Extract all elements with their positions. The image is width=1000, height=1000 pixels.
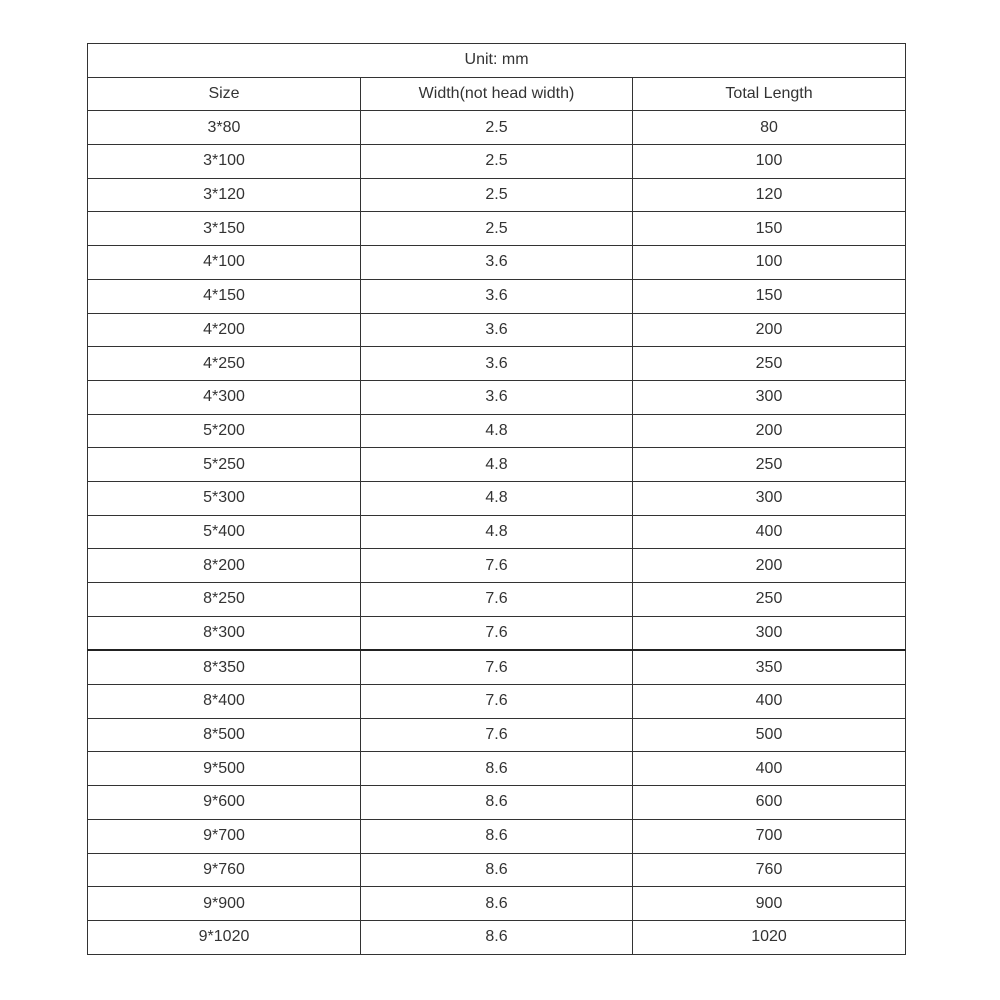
cell-total-length: 150 <box>633 212 906 246</box>
cell-width: 8.6 <box>361 786 633 820</box>
cell-total-length: 200 <box>633 313 906 347</box>
cell-width: 3.6 <box>361 279 633 313</box>
cell-total-length: 200 <box>633 414 906 448</box>
table-row <box>88 279 906 313</box>
column-header-total-length: Total Length <box>633 77 906 111</box>
cell-total-length: 500 <box>633 718 906 752</box>
table-row <box>88 685 906 719</box>
cell-total-length: 150 <box>633 279 906 313</box>
table-row <box>88 853 906 887</box>
table-row <box>88 414 906 448</box>
unit-row <box>88 44 906 78</box>
cell-total-length: 1020 <box>633 920 906 954</box>
cell-total-length: 100 <box>633 145 906 179</box>
table-row <box>88 650 906 684</box>
cell-width: 2.5 <box>361 212 633 246</box>
cell-size: 4*150 <box>88 279 361 313</box>
cell-total-length: 80 <box>633 111 906 145</box>
cell-width: 7.6 <box>361 718 633 752</box>
table-row <box>88 819 906 853</box>
cell-width: 8.6 <box>361 819 633 853</box>
cell-width: 8.6 <box>361 920 633 954</box>
column-header-size: Size <box>88 77 361 111</box>
cell-size: 3*120 <box>88 178 361 212</box>
cell-total-length: 900 <box>633 887 906 921</box>
cell-width: 4.8 <box>361 515 633 549</box>
cell-width: 8.6 <box>361 752 633 786</box>
cell-total-length: 400 <box>633 515 906 549</box>
cell-width: 7.6 <box>361 549 633 583</box>
table-row <box>88 616 906 650</box>
cell-size: 5*200 <box>88 414 361 448</box>
cell-total-length: 250 <box>633 448 906 482</box>
cell-size: 9*760 <box>88 853 361 887</box>
cell-width: 3.6 <box>361 313 633 347</box>
cell-total-length: 400 <box>633 752 906 786</box>
cell-width: 2.5 <box>361 145 633 179</box>
cell-total-length: 760 <box>633 853 906 887</box>
table-row <box>88 515 906 549</box>
table-row <box>88 786 906 820</box>
spec-table <box>87 43 906 955</box>
cell-total-length: 250 <box>633 347 906 381</box>
cell-width: 4.8 <box>361 414 633 448</box>
cell-size: 8*400 <box>88 685 361 719</box>
cell-size: 4*300 <box>88 380 361 414</box>
cell-size: 9*600 <box>88 786 361 820</box>
table-row <box>88 448 906 482</box>
cell-width: 8.6 <box>361 853 633 887</box>
table-row <box>88 347 906 381</box>
cell-total-length: 600 <box>633 786 906 820</box>
table-row <box>88 111 906 145</box>
cell-size: 8*300 <box>88 616 361 650</box>
cell-total-length: 400 <box>633 685 906 719</box>
cell-size: 9*900 <box>88 887 361 921</box>
cell-total-length: 120 <box>633 178 906 212</box>
cell-size: 5*400 <box>88 515 361 549</box>
cell-width: 7.6 <box>361 685 633 719</box>
cell-width: 7.6 <box>361 616 633 650</box>
cell-width: 3.6 <box>361 347 633 381</box>
cell-total-length: 250 <box>633 583 906 617</box>
cell-width: 8.6 <box>361 887 633 921</box>
cell-width: 3.6 <box>361 246 633 280</box>
cell-size: 3*80 <box>88 111 361 145</box>
cell-size: 4*100 <box>88 246 361 280</box>
table-row <box>88 145 906 179</box>
cell-width: 3.6 <box>361 380 633 414</box>
cell-size: 8*500 <box>88 718 361 752</box>
unit-caption: Unit: mm <box>88 44 906 78</box>
cell-width: 2.5 <box>361 111 633 145</box>
cell-size: 4*250 <box>88 347 361 381</box>
table-row <box>88 752 906 786</box>
table-row <box>88 583 906 617</box>
cell-width: 4.8 <box>361 448 633 482</box>
table-row <box>88 313 906 347</box>
table-row <box>88 549 906 583</box>
cell-width: 7.6 <box>361 650 633 684</box>
table-row <box>88 178 906 212</box>
cell-total-length: 300 <box>633 616 906 650</box>
cell-size: 4*200 <box>88 313 361 347</box>
table-row <box>88 380 906 414</box>
cell-size: 9*500 <box>88 752 361 786</box>
cell-total-length: 300 <box>633 481 906 515</box>
table-body <box>88 111 906 954</box>
cell-size: 5*250 <box>88 448 361 482</box>
cell-size: 8*200 <box>88 549 361 583</box>
cell-size: 9*1020 <box>88 920 361 954</box>
cell-total-length: 350 <box>633 650 906 684</box>
cell-size: 8*250 <box>88 583 361 617</box>
table-row <box>88 246 906 280</box>
cell-size: 5*300 <box>88 481 361 515</box>
cell-width: 2.5 <box>361 178 633 212</box>
cell-size: 8*350 <box>88 650 361 684</box>
cell-total-length: 100 <box>633 246 906 280</box>
table-row <box>88 212 906 246</box>
table-row <box>88 481 906 515</box>
cell-total-length: 700 <box>633 819 906 853</box>
cell-size: 3*100 <box>88 145 361 179</box>
header-row <box>88 77 906 111</box>
cell-size: 3*150 <box>88 212 361 246</box>
table-row <box>88 887 906 921</box>
cell-total-length: 300 <box>633 380 906 414</box>
cell-width: 4.8 <box>361 481 633 515</box>
cell-total-length: 200 <box>633 549 906 583</box>
table-row <box>88 718 906 752</box>
table-row <box>88 920 906 954</box>
column-header-width: Width(not head width) <box>361 77 633 111</box>
cell-size: 9*700 <box>88 819 361 853</box>
cell-width: 7.6 <box>361 583 633 617</box>
